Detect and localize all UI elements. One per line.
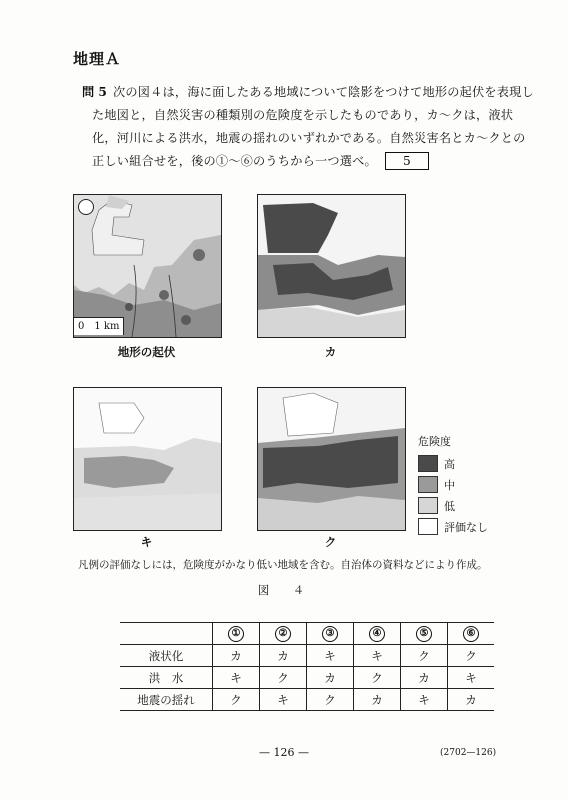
choice-header: ② [260, 623, 307, 645]
map-ki [73, 387, 222, 531]
north-arrow-icon [78, 199, 94, 215]
legend-label: 低 [444, 499, 455, 513]
row-label: 地震の揺れ [120, 689, 213, 711]
legend-swatch-low [418, 497, 438, 514]
table-row [120, 667, 494, 689]
table-cell: キ [448, 667, 495, 689]
legend-swatch-high [418, 455, 438, 472]
choice-header: ⑥ [448, 623, 495, 645]
relief-caption: 地形の起伏 [117, 345, 176, 359]
page-code: (2702—126) [440, 748, 497, 758]
question-line-4-text: 正しい組合せを，後の①～⑥のうちから一つ選べ。 [92, 154, 377, 168]
table-corner [120, 623, 213, 645]
legend-item [418, 453, 488, 474]
table-cell: ク [448, 645, 495, 667]
choice-header: ④ [354, 623, 401, 645]
answer-table [120, 622, 494, 711]
table-cell: カ [401, 667, 448, 689]
table-cell: キ [260, 689, 307, 711]
figure-note: 凡例の評価なしには，危険度がかなり低い地域を含む。自治体の資料などにより作成。 [78, 559, 488, 571]
row-label: 液状化 [120, 645, 213, 667]
table-cell: カ [354, 689, 401, 711]
page-number: — 126 — [259, 746, 309, 759]
table-cell: キ [307, 645, 354, 667]
table-row [120, 645, 494, 667]
table-cell: カ [307, 667, 354, 689]
table-cell: ク [401, 645, 448, 667]
table-cell: キ [401, 689, 448, 711]
answer-box[interactable]: 5 [385, 152, 429, 170]
legend-swatch-mid [418, 476, 438, 493]
ki-caption: キ [140, 535, 153, 549]
legend-label: 評価なし [444, 520, 488, 534]
table-cell: キ [213, 667, 260, 689]
question-line-2: た地図と，自然災害の種類別の危険度を示したものであり，カ～クは，液状 [92, 108, 514, 122]
table-cell: ク [213, 689, 260, 711]
choice-header: ③ [307, 623, 354, 645]
subject-heading: 地理Ａ [73, 50, 122, 68]
table-cell: カ [260, 645, 307, 667]
table-cell: カ [448, 689, 495, 711]
table-header-row [120, 623, 494, 645]
question-number: 問 5 [82, 85, 107, 99]
scale-bar: 0 1 km [74, 317, 124, 335]
table-cell: ク [260, 667, 307, 689]
table-cell: ク [354, 667, 401, 689]
question-line-3: 化，河川による洪水，地震の揺れのいずれかである。自然災害名とカ～クとの [92, 131, 526, 145]
figure-label: 図 ４ [257, 583, 311, 597]
legend-item [418, 474, 488, 495]
map-ku [257, 387, 406, 531]
legend-label: 高 [444, 457, 455, 471]
legend-swatch-none [418, 518, 438, 535]
choice-header: ① [213, 623, 260, 645]
table-cell: キ [354, 645, 401, 667]
row-label: 洪 水 [120, 667, 213, 689]
legend [418, 433, 488, 537]
legend-title: 危険度 [418, 435, 451, 448]
ku-caption: ク [324, 535, 337, 549]
legend-item [418, 516, 488, 537]
question-line-1: 次の図４は，海に面したある地域について陰影をつけて地形の起伏を表現し [113, 85, 534, 99]
choice-header: ⑤ [401, 623, 448, 645]
question-line-4 [92, 152, 429, 170]
table-row [120, 689, 494, 711]
legend-item [418, 495, 488, 516]
table-cell: ク [307, 689, 354, 711]
ka-caption: カ [324, 345, 337, 359]
relief-map [73, 194, 222, 338]
map-ka [257, 194, 406, 338]
legend-label: 中 [444, 478, 455, 492]
table-cell: カ [213, 645, 260, 667]
